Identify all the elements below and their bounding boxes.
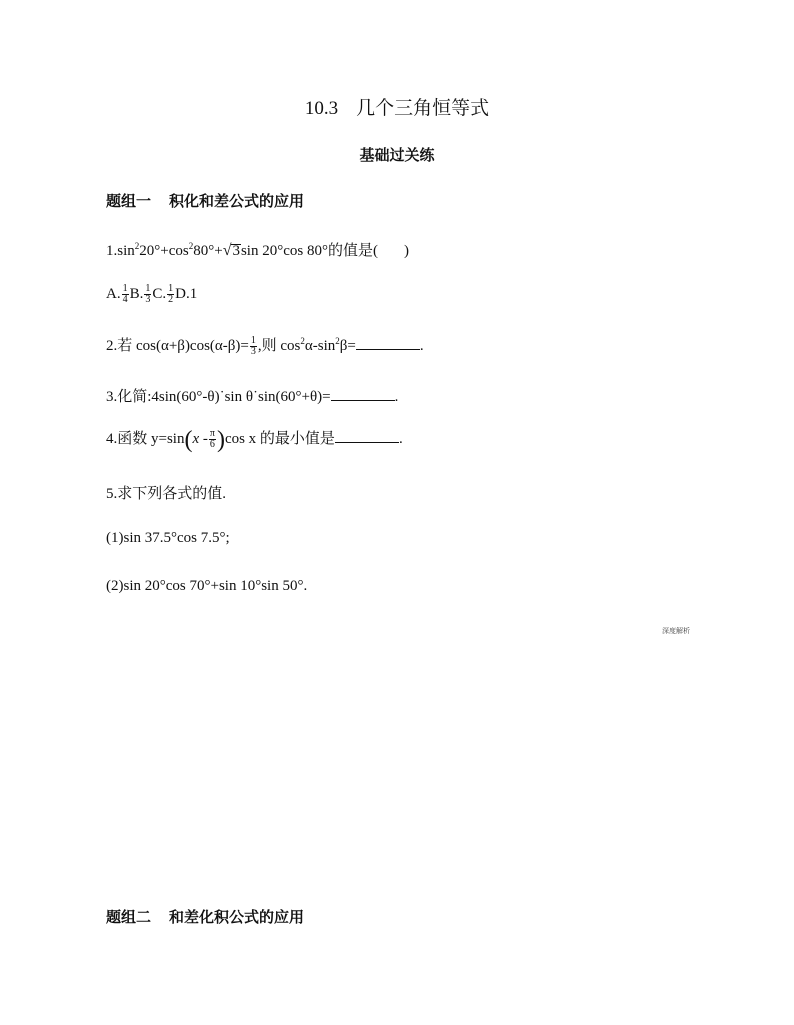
question-5-part-1: (1)sin 37.5°cos 7.5°; <box>106 530 230 546</box>
question-1-options <box>106 284 197 305</box>
q4-den: 6 <box>209 439 215 451</box>
left-paren-icon: ( <box>184 427 193 453</box>
option-c-label: C. <box>152 285 167 302</box>
option-d: D.1 <box>175 285 198 302</box>
q3-text: 3.化简:4sin(60°-θ)˙sin θ˙sin(60°+θ)= <box>106 389 331 405</box>
question-1 <box>106 239 409 260</box>
group2-label: 题组二 <box>106 908 152 926</box>
question-5: 5.求下列各式的值. <box>106 486 227 502</box>
q2-mid: ,则 cos <box>257 338 301 354</box>
question-3 <box>106 385 398 406</box>
sqrt-icon: √ <box>222 242 232 259</box>
option-c-den: 2 <box>168 294 174 305</box>
option-c-fraction <box>167 284 174 305</box>
q4-num: π <box>209 428 215 440</box>
q4-end: . <box>398 431 403 447</box>
q4-answer-blank[interactable] <box>335 430 399 443</box>
q2-fraction <box>250 336 257 357</box>
q1-part1: 20°+cos <box>139 243 189 259</box>
q1-exp1: 2 <box>134 241 140 251</box>
q3-end: . <box>394 389 399 405</box>
question-2 <box>106 334 424 357</box>
option-b-den: 3 <box>145 294 151 305</box>
q4-prefix: 4.函数 y=sin <box>106 431 185 447</box>
q1-radicand: 3 <box>232 243 240 259</box>
option-b-label: B. <box>129 285 144 302</box>
q4-suffix: cos x 的最小值是 <box>224 431 335 447</box>
q2-den: 3 <box>250 346 256 358</box>
q2-end: . <box>419 338 424 354</box>
q2-answer-blank[interactable] <box>356 337 420 350</box>
q2-num: 1 <box>250 335 256 347</box>
group2-title: 和差化积公式的应用 <box>169 908 305 926</box>
option-c-num: 1 <box>168 283 174 294</box>
q1-exp2: 2 <box>188 241 194 251</box>
q2-prefix: 2.若 cos(α+β)cos(α-β)= <box>106 338 249 354</box>
option-b-num: 1 <box>145 283 151 294</box>
section-number: 10.3 <box>304 98 339 119</box>
q4-inner: x - <box>192 431 208 447</box>
q2-suffix: β= <box>339 338 356 354</box>
option-a-fraction <box>122 284 129 305</box>
q2-exp2: 2 <box>335 336 340 346</box>
right-paren-icon: ) <box>216 427 225 453</box>
q3-answer-blank[interactable] <box>331 388 395 401</box>
group-heading-2 <box>106 906 304 927</box>
q4-fraction <box>209 429 216 450</box>
group1-title: 积化和差公式的应用 <box>169 192 305 210</box>
option-a-label: A. <box>106 285 121 302</box>
group1-label: 题组一 <box>106 192 152 210</box>
section-title: 几个三角恒等式 <box>356 98 490 119</box>
q1-part3: sin 20°cos 80°的值是( <box>240 243 378 259</box>
group-heading-1 <box>106 190 304 211</box>
option-a-den: 4 <box>122 294 128 305</box>
question-4 <box>106 427 403 454</box>
footer-note[interactable]: 深度解析 <box>662 627 690 635</box>
q1-prefix: 1.sin <box>106 243 135 259</box>
option-b-fraction <box>144 284 151 305</box>
q2-mid2: α-sin <box>304 338 336 354</box>
option-a-num: 1 <box>122 283 128 294</box>
subtitle: 基础过关练 <box>359 146 435 164</box>
section-title-line <box>0 93 794 120</box>
q1-close-paren: ) <box>403 243 409 259</box>
question-5-part-2: (2)sin 20°cos 70°+sin 10°sin 50°. <box>106 578 308 594</box>
q2-exp1: 2 <box>300 336 305 346</box>
q1-part2: 80°+ <box>193 243 223 259</box>
